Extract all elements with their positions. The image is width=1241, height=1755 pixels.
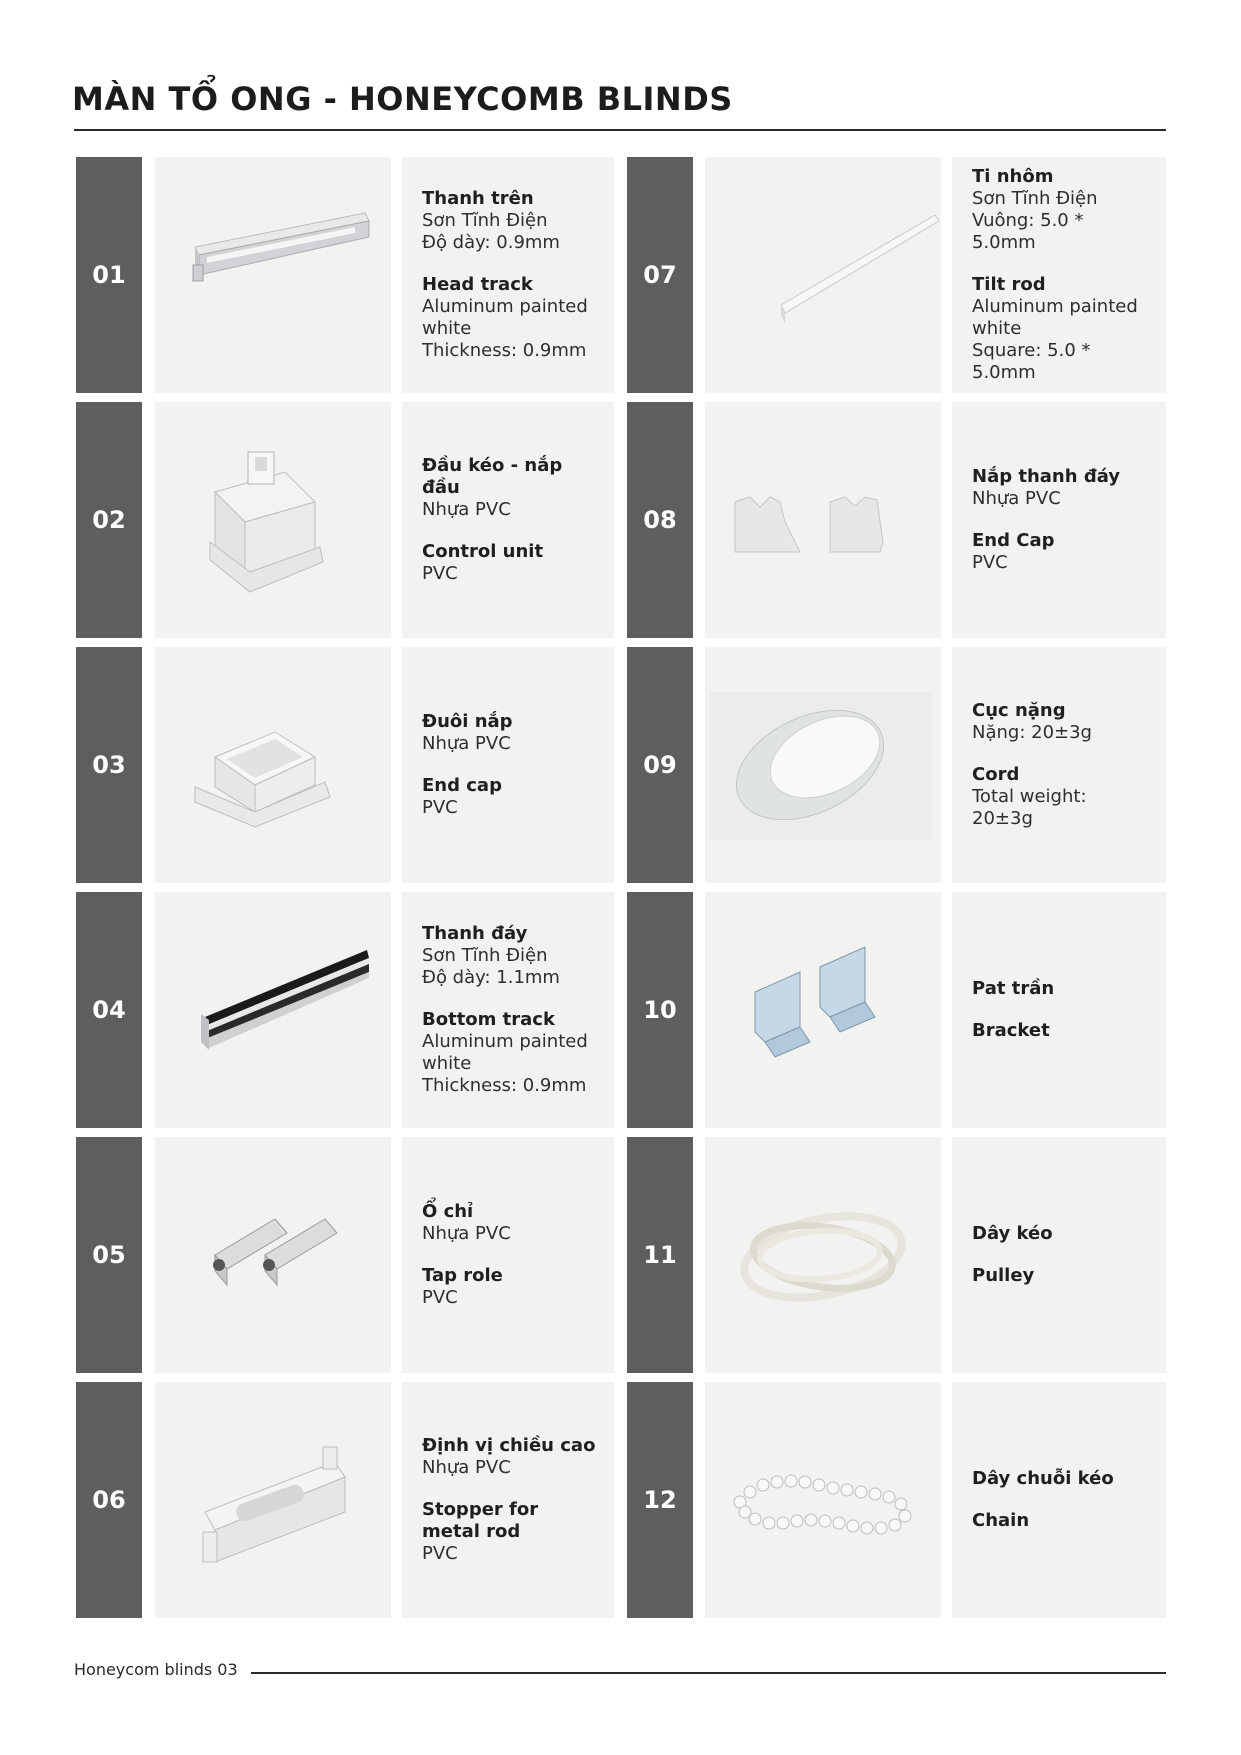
part-name-en: Head track — [422, 274, 533, 295]
part-detail-vi: Sơn Tĩnh Điện — [422, 945, 548, 966]
part-detail-vi: Sơn Tĩnh Điện — [422, 210, 548, 231]
part-name-en: Tap role — [422, 1265, 503, 1286]
part-number: 10 — [627, 892, 693, 1128]
cord-weight-icon — [705, 647, 941, 883]
part-detail-en: Total weight: 20±3g — [972, 786, 1087, 829]
part-detail-vi: Độ dày: 0.9mm — [422, 232, 560, 253]
spacer — [972, 1490, 1152, 1510]
part-description — [952, 1382, 1166, 1618]
part-detail-vi: Sơn Tĩnh Điện — [972, 188, 1098, 209]
part-name-en: Control unit — [422, 541, 544, 562]
part-detail-en: Thickness: 0.9mm — [422, 340, 587, 361]
spacer — [972, 1245, 1152, 1265]
bracket-icon — [705, 892, 941, 1128]
part-name-vi: Dây chuỗi kéo — [972, 1468, 1114, 1489]
part-detail-en: PVC — [422, 1543, 458, 1564]
part-detail-en: PVC — [422, 1287, 458, 1308]
part-detail-en: Aluminum painted — [422, 1031, 588, 1052]
tilt-rod-icon — [705, 157, 941, 393]
part-detail-en: white — [422, 318, 472, 339]
part-detail-en: Square: 5.0 * 5.0mm — [972, 340, 1091, 383]
part-number: 04 — [76, 892, 142, 1128]
part-name-vi: Pat trần — [972, 978, 1055, 999]
part-number: 07 — [627, 157, 693, 393]
part-detail-vi: Nhựa PVC — [422, 499, 511, 520]
spacer — [972, 744, 1152, 764]
part-description — [952, 157, 1166, 393]
part-name-en: Tilt rod — [972, 274, 1046, 295]
part-number: 03 — [76, 647, 142, 883]
part-name-vi: Cục nặng — [972, 700, 1066, 721]
part-name-en: Cord — [972, 764, 1020, 785]
part-item — [0, 1382, 1241, 1618]
part-detail-en: Aluminum painted — [972, 296, 1138, 317]
part-description — [952, 892, 1166, 1128]
part-name-en: Bracket — [972, 1020, 1050, 1041]
part-name-en: Chain — [972, 1510, 1030, 1531]
part-item — [0, 157, 1241, 393]
part-detail-en: PVC — [972, 552, 1008, 573]
part-number: 08 — [627, 402, 693, 638]
spacer — [972, 1000, 1152, 1020]
pulley-cord-icon — [705, 1137, 941, 1373]
part-detail-vi: Độ dày: 1.1mm — [422, 967, 560, 988]
part-detail-vi: Nhựa PVC — [422, 733, 511, 754]
part-detail-vi: Nhựa PVC — [422, 1223, 511, 1244]
part-number: 02 — [76, 402, 142, 638]
part-name-vi: Đầu kéo - nắp đầu — [422, 455, 563, 498]
part-name-vi: Đuôi nắp — [422, 711, 513, 732]
part-item — [0, 402, 1241, 638]
part-detail-en: Thickness: 0.9mm — [422, 1075, 587, 1096]
footer-divider — [251, 1672, 1166, 1674]
part-name-vi: Nắp thanh đáy — [972, 466, 1121, 487]
part-number: 05 — [76, 1137, 142, 1373]
part-detail-en: white — [422, 1053, 472, 1074]
page-footer: Honeycom blinds 03 — [74, 1660, 238, 1679]
part-name-en: Bottom track — [422, 1009, 555, 1030]
part-detail-vi: Vuông: 5.0 * 5.0mm — [972, 210, 1084, 253]
part-detail-en: Aluminum painted — [422, 296, 588, 317]
title-divider — [74, 129, 1166, 131]
part-name-en: End Cap — [972, 530, 1055, 551]
part-detail-en: PVC — [422, 563, 458, 584]
bead-chain-icon — [705, 1382, 941, 1618]
spacer — [972, 254, 1152, 274]
part-name-vi: Định vị chiều cao — [422, 1435, 596, 1456]
part-item — [0, 892, 1241, 1128]
part-name-en: Stopper for metal rod — [422, 1499, 539, 1542]
part-number: 06 — [76, 1382, 142, 1618]
part-name-vi: Ổ chỉ — [422, 1201, 474, 1222]
part-name-vi: Thanh trên — [422, 188, 534, 209]
part-description — [952, 1137, 1166, 1373]
part-detail-vi: Nhựa PVC — [972, 488, 1061, 509]
part-number: 09 — [627, 647, 693, 883]
part-name-en: Pulley — [972, 1265, 1035, 1286]
part-number: 12 — [627, 1382, 693, 1618]
part-name-en: End cap — [422, 775, 502, 796]
part-detail-vi: Nặng: 20±3g — [972, 722, 1092, 743]
part-number: 01 — [76, 157, 142, 393]
part-detail-en: PVC — [422, 797, 458, 818]
part-description — [952, 647, 1166, 883]
part-item — [0, 647, 1241, 883]
bottom-end-cap-icon — [705, 402, 941, 638]
part-detail-en: white — [972, 318, 1022, 339]
part-detail-vi: Nhựa PVC — [422, 1457, 511, 1478]
part-name-vi: Dây kéo — [972, 1223, 1053, 1244]
spacer — [972, 510, 1152, 530]
page-title: MÀN TỔ ONG - HONEYCOMB BLINDS — [72, 80, 733, 118]
part-number: 11 — [627, 1137, 693, 1373]
part-description — [952, 402, 1166, 638]
part-name-vi: Thanh đáy — [422, 923, 528, 944]
part-item — [0, 1137, 1241, 1373]
part-name-vi: Ti nhôm — [972, 166, 1054, 187]
